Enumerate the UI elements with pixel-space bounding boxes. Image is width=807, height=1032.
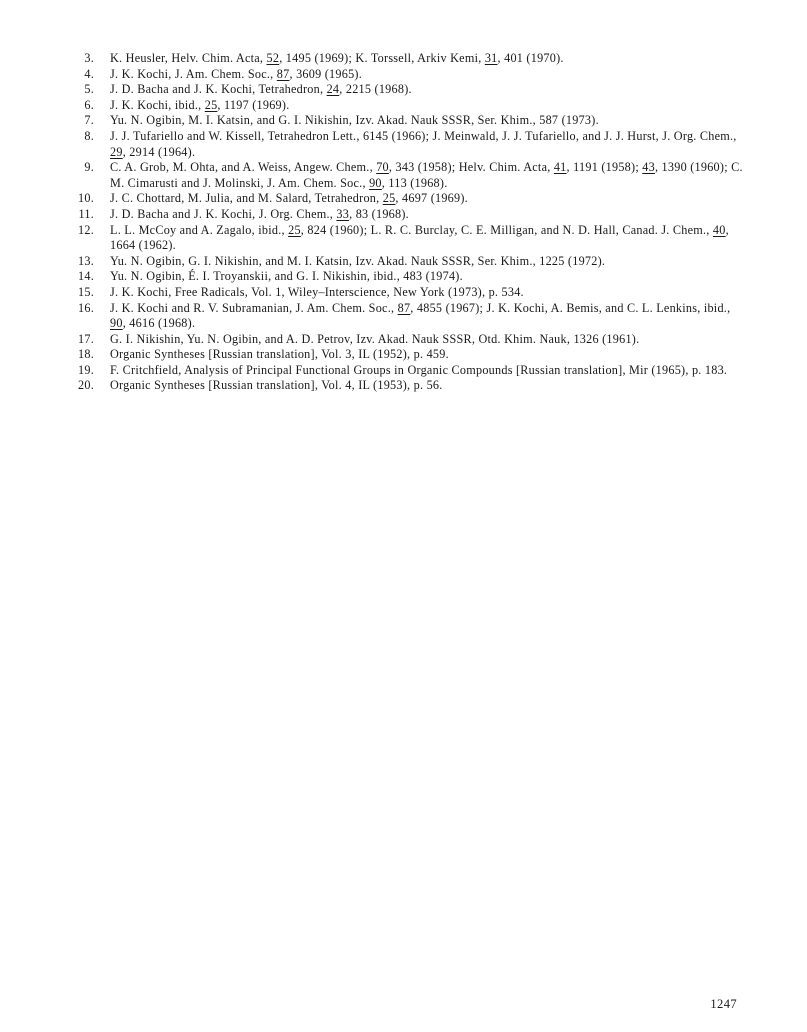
reference-text — [110, 113, 599, 127]
reference-volume: 87 — [276, 66, 290, 81]
reference-segment: , 4697 (1969). — [395, 191, 468, 206]
reference-text — [110, 332, 639, 346]
reference-item — [0, 301, 807, 332]
reference-segment: J. K. Kochi and R. V. Subramanian, J. Am. Chem. Soc., — [110, 300, 398, 315]
reference-item — [0, 207, 807, 223]
reference-segment: J. K. Kochi, J. Am. Chem. Soc., — [110, 66, 277, 81]
reference-volume: 90 — [369, 175, 382, 190]
reference-segment: J. J. Tufariello and W. Kissell, Tetrahedron Lett., 6145 (1966); J. Meinwald, J. J. Tufariello, and J. J. Hurst, J. Org. Chem., — [110, 128, 737, 143]
reference-number: 6. — [84, 97, 94, 112]
reference-number: 13. — [78, 253, 94, 268]
reference-segment: , 4616 (1968). — [122, 316, 196, 331]
reference-segment: F. Critchfield, Analysis of Principal Functional Groups in Organic Compounds [Russian translation], Mir (1965), p. 183. — [110, 362, 728, 377]
reference-text — [110, 51, 564, 65]
reference-text — [110, 67, 362, 81]
reference-item — [0, 285, 807, 301]
reference-segment: J. C. Chottard, M. Julia, and M. Salard, Tetrahedron, — [110, 191, 383, 206]
reference-segment: , 401 (1970). — [497, 51, 564, 65]
reference-item — [0, 51, 807, 67]
reference-text — [110, 347, 449, 361]
reference-segment: , 1664 (1962). — [110, 222, 729, 253]
reference-volume: 29 — [110, 144, 123, 159]
reference-segment: J. K. Kochi, ibid., — [110, 97, 205, 112]
reference-item — [0, 254, 807, 270]
reference-segment: , 824 (1960); L. R. C. Burclay, C. E. Milligan, and N. D. Hall, Canad. J. Chem., — [300, 222, 713, 237]
reference-volume: 33 — [336, 206, 350, 221]
reference-volume: 24 — [326, 82, 340, 97]
reference-volume: 70 — [376, 160, 389, 175]
reference-text — [110, 82, 412, 96]
reference-segment: Organic Syntheses [Russian translation], Vol. 4, IL (1953), p. 56. — [110, 378, 443, 393]
reference-item — [0, 332, 807, 348]
reference-segment: , 343 (1958); Helv. Chim. Acta, — [388, 160, 554, 175]
reference-segment: Yu. N. Ogibin, M. I. Katsin, and G. I. Nikishin, Izv. Akad. Nauk SSSR, Ser. Khim., 587 (1973). — [110, 113, 599, 128]
reference-segment: , 2914 (1964). — [122, 144, 196, 159]
reference-item — [0, 160, 807, 191]
reference-number: 12. — [78, 222, 94, 237]
reference-segment: , 83 (1968). — [349, 206, 409, 221]
reference-number: 19. — [78, 362, 94, 377]
reference-segment: L. L. McCoy and A. Zagalo, ibid., — [110, 222, 289, 237]
reference-number: 16. — [78, 300, 94, 315]
reference-number: 9. — [84, 160, 94, 175]
reference-segment: , 1390 (1960); C. M. Cimarusti and J. Molinski, J. Am. Chem. Soc., — [110, 160, 743, 190]
reference-number: 4. — [84, 66, 94, 81]
reference-text — [110, 98, 290, 112]
reference-number: 5. — [84, 82, 94, 97]
reference-text — [110, 363, 727, 377]
reference-segment: , 1495 (1969); K. Torssell, Arkiv Kemi, — [279, 51, 485, 65]
reference-segment: , 1197 (1969). — [217, 97, 290, 112]
reference-volume: 25 — [204, 97, 218, 112]
reference-text — [110, 301, 730, 331]
reference-item — [0, 347, 807, 363]
reference-text — [110, 254, 605, 268]
reference-volume: 40 — [712, 222, 726, 237]
reference-number: 18. — [78, 347, 94, 362]
reference-segment: J. D. Bacha and J. K. Kochi, Tetrahedron, — [110, 82, 327, 97]
reference-list — [0, 51, 807, 394]
reference-text — [110, 269, 463, 283]
reference-number: 11. — [78, 206, 94, 221]
reference-segment: C. A. Grob, M. Ohta, and A. Weiss, Angew. Chem., — [110, 160, 377, 175]
reference-item — [0, 98, 807, 114]
reference-item — [0, 269, 807, 285]
reference-text — [110, 191, 468, 205]
page-number: 1247 — [710, 997, 737, 1011]
reference-segment: G. I. Nikishin, Yu. N. Ogibin, and A. D. Petrov, Izv. Akad. Nauk SSSR, Otd. Khim. Nauk, 1326 (1961). — [110, 331, 640, 346]
reference-number: 3. — [84, 51, 94, 65]
reference-volume: 90 — [110, 316, 123, 331]
reference-segment: , 113 (1968). — [381, 175, 448, 190]
reference-volume: 25 — [382, 191, 396, 206]
reference-item — [0, 82, 807, 98]
reference-number: 14. — [78, 269, 94, 284]
reference-segment: , 2215 (1968). — [339, 82, 412, 97]
reference-item — [0, 191, 807, 207]
reference-volume: 43 — [642, 160, 655, 175]
reference-number: 17. — [78, 331, 94, 346]
reference-number: 8. — [84, 128, 94, 143]
reference-item — [0, 113, 807, 129]
reference-volume: 52 — [266, 51, 280, 65]
reference-volume: 31 — [484, 51, 498, 65]
reference-item — [0, 223, 807, 254]
reference-volume: 41 — [553, 160, 567, 175]
reference-item — [0, 378, 807, 394]
reference-item — [0, 363, 807, 379]
reference-text — [110, 285, 524, 299]
reference-volume: 25 — [288, 222, 301, 237]
reference-number: 15. — [78, 284, 94, 299]
reference-number: 10. — [78, 191, 94, 206]
reference-number: 7. — [84, 113, 94, 128]
reference-item — [0, 67, 807, 83]
reference-text — [110, 129, 737, 159]
reference-number: 20. — [78, 378, 94, 393]
reference-segment: Yu. N. Ogibin, É. I. Troyanskii, and G. I. Nikishin, ibid., 483 (1974). — [110, 269, 463, 284]
reference-segment: K. Heusler, Helv. Chim. Acta, — [110, 51, 267, 65]
reference-segment: Organic Syntheses [Russian translation], Vol. 3, IL (1952), p. 459. — [110, 347, 449, 362]
reference-text — [110, 223, 729, 253]
reference-segment: , 3609 (1965). — [289, 66, 363, 81]
reference-segment: Yu. N. Ogibin, G. I. Nikishin, and M. I. Katsin, Izv. Akad. Nauk SSSR, Ser. Khim., 1225 (1972). — [110, 253, 606, 268]
reference-segment: , 4855 (1967); J. K. Kochi, A. Bemis, and C. L. Lenkins, ibid., — [410, 300, 731, 315]
reference-segment: , 1191 (1958); — [566, 160, 643, 175]
reference-volume: 87 — [397, 300, 411, 315]
reference-text — [110, 378, 443, 392]
reference-segment: J. K. Kochi, Free Radicals, Vol. 1, Wiley–Interscience, New York (1973), p. 534. — [110, 284, 524, 299]
reference-text — [110, 160, 743, 190]
reference-segment: J. D. Bacha and J. K. Kochi, J. Org. Chem., — [110, 206, 337, 221]
reference-item — [0, 129, 807, 160]
reference-text — [110, 207, 409, 221]
